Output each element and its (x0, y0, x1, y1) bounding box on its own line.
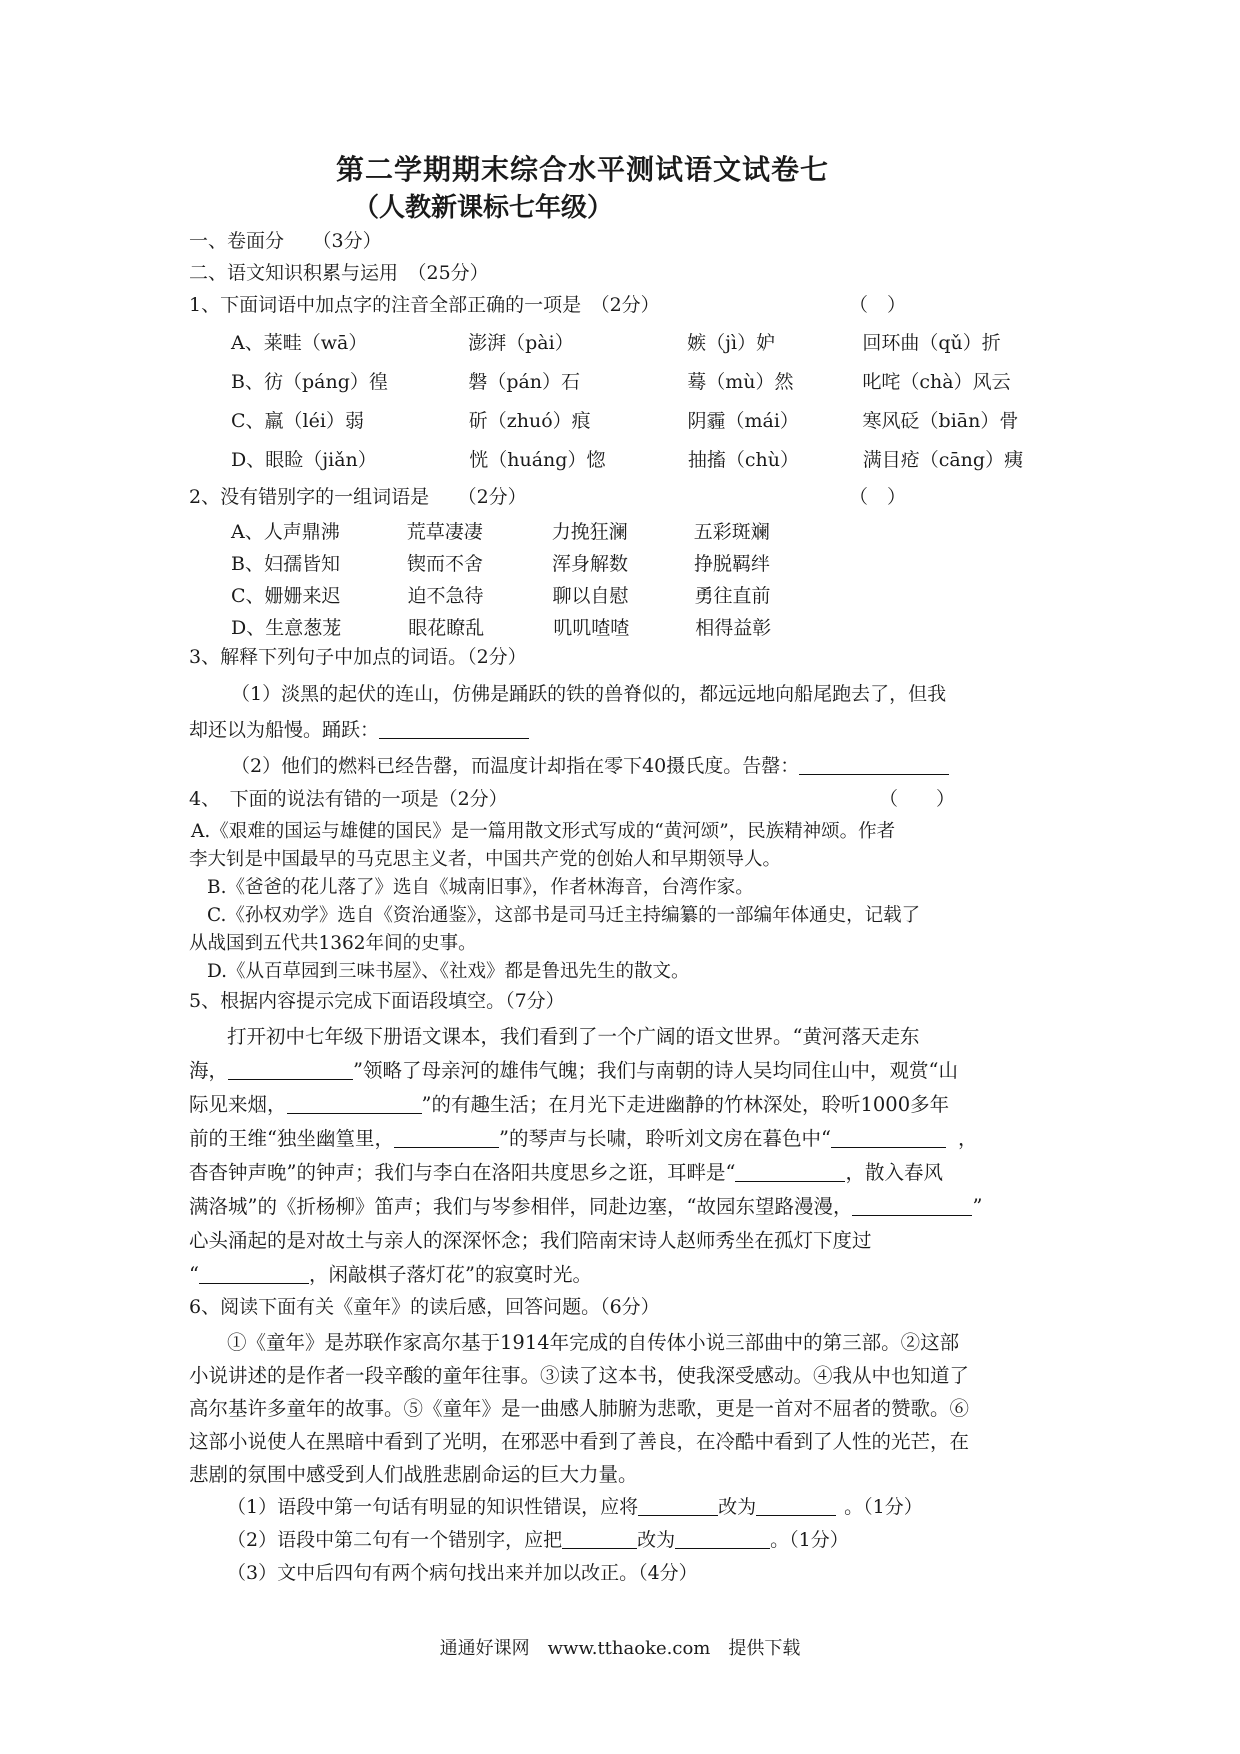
option-item: 生意葱茏 (265, 616, 342, 639)
q3-answer-blank-1[interactable] (379, 718, 529, 739)
option-item: 五彩斑斓 (693, 520, 770, 543)
option-item: 嫉（jì）妒 (687, 332, 776, 355)
q6-blank-1a[interactable] (638, 1495, 718, 1516)
q5-text: ，散入春风 (845, 1161, 943, 1184)
option-item: 彷（páng）徨 (263, 371, 388, 394)
option-label: D、 (231, 449, 266, 472)
q1-option-a[interactable] (189, 324, 1057, 363)
option-item: 锲而不舍 (406, 552, 483, 575)
q5-blank-5[interactable] (735, 1161, 845, 1182)
option-item: 回环曲（qǔ）折 (862, 332, 1001, 355)
q6-stem: 6、阅读下面有关《童年》的读后感，回答问题。（6分） (189, 1296, 660, 1318)
q1-stem (189, 292, 1057, 324)
q6-sub-2 (227, 1524, 1057, 1557)
q2-answer-paren[interactable]: （ ） (849, 486, 907, 508)
option-item: 聊以自慰 (552, 584, 629, 607)
q6-blank-2b[interactable] (675, 1528, 770, 1549)
q5-line-6 (189, 1190, 1057, 1224)
q3-item-1b (189, 712, 1057, 748)
q5-line-5 (189, 1156, 1057, 1190)
q6-blank-2a[interactable] (562, 1528, 637, 1549)
q6-passage (189, 1326, 1057, 1491)
option-item: 阴霾（mái） (687, 410, 799, 433)
q6-line-5: 悲剧的氛围中感受到人们战胜悲剧命运的巨大力量。 (189, 1463, 638, 1486)
q5-text: 际见来烟， (189, 1093, 287, 1116)
q6-line-1: ①《童年》是苏联作家高尔基于1914年完成的自传体小说三部曲中的第三部。②这部 (227, 1331, 960, 1354)
q5-blank-6[interactable] (852, 1195, 972, 1216)
option-label: A、 (231, 520, 264, 543)
q5-line-2 (189, 1054, 1057, 1088)
q4-option-d: D.《从百草园到三味书屋》、《社戏》都是鲁迅先生的散文。 (207, 961, 690, 982)
q4-options (189, 818, 1057, 986)
option-item: 挣脱羁绊 (693, 552, 770, 575)
q2-option-b[interactable] (189, 548, 1057, 580)
option-item: 斫（zhuó）痕 (468, 410, 591, 433)
q3-item-2 (189, 748, 1057, 784)
exam-subtitle: （人教新课标七年级） (353, 193, 614, 223)
option-item: 磐（pán）石 (468, 371, 581, 394)
q5-text: ” (972, 1195, 983, 1218)
q5-text: ”领略了母亲河的雄伟气魄；我们与南朝的诗人吴均同住山中，观赏“山 (353, 1059, 958, 1082)
page-footer: 通通好课网 www.tthaoke.com 提供下载 (439, 1638, 801, 1659)
q6-line-3: 高尔基许多童年的故事。⑤《童年》是一曲感人肺腑为悲歌，更是一首对不屈者的赞歌。⑥ (189, 1397, 970, 1420)
q5-text: ，闲敲棋子落灯花”的寂寞时光。 (308, 1263, 592, 1286)
option-item: 迫不急待 (407, 584, 484, 607)
option-item: 荒草凄凄 (406, 520, 483, 543)
q3-item-1b-text: 却还以为船慢。踊跃： (189, 719, 380, 741)
option-item: 妇孺皆知 (263, 552, 340, 575)
q5-stem: 5、根据内容提示完成下面语段填空。（7分） (189, 990, 565, 1012)
option-item: 相得益彰 (695, 616, 772, 639)
option-item: 勇往直前 (694, 584, 771, 607)
option-item: 人声鼎沸 (263, 520, 340, 543)
option-label: B、 (231, 552, 264, 575)
q1-option-c[interactable] (189, 402, 1057, 441)
q6-line-4: 这部小说使人在黑暗中看到了光明，在邪恶中看到了善良，在冷酷中看到了人性的光芒，在 (189, 1430, 970, 1453)
option-item: 澎湃（pài） (468, 332, 574, 355)
section-1-heading: 一、卷面分 （3分） (189, 230, 382, 252)
option-item: 蓦（mù）然 (687, 371, 794, 394)
option-item: 浑身解数 (551, 552, 628, 575)
q6-blank-1b[interactable] (756, 1495, 836, 1516)
q1-stem-text: 1、下面词语中加点字的注音全部正确的一项是 （2分） (189, 294, 660, 316)
q4-option-a-2: 李大钊是中国最早的马克思主义者，中国共产党的创始人和早期领导人。 (189, 849, 782, 870)
q5-text: 满洛城”的《折杨柳》笛声；我们与岑参相伴，同赴边塞，“故园东望路漫漫， (189, 1195, 853, 1218)
q5-passage (189, 1020, 1057, 1292)
option-item: 叽叽喳喳 (553, 616, 630, 639)
q5-text: 海， (189, 1059, 229, 1082)
q2-option-c[interactable] (189, 580, 1057, 612)
q6-line-2: 小说讲述的是作者一段辛酸的童年往事。③读了这本书，使我深受感动。④我从中也知道了 (189, 1364, 970, 1387)
option-item: 姗姗来迟 (264, 584, 341, 607)
q5-text: 前的王维“独坐幽篁里， (189, 1127, 394, 1150)
q4-stem-text: 4、 下面的说法有错的一项是（2分） (189, 788, 508, 810)
q2-option-d[interactable] (189, 612, 1057, 644)
q5-blank-4[interactable] (831, 1127, 946, 1148)
q1-options (189, 324, 1057, 480)
q4-option-a-1: A.《艰难的国运与雄健的国民》是一篇用散文形式写成的“黄河颂”，民族精神颂。作者 (191, 821, 896, 842)
q6-text: （2）语段中第二句有一个错别字，应把 (227, 1529, 563, 1551)
option-item: 寒风砭（biān）骨 (862, 410, 1019, 433)
q1-option-d[interactable] (189, 441, 1057, 480)
q2-stem (189, 484, 1057, 516)
q6-sub-3: （3）文中后四句有两个病句找出来并加以改正。（4分） (227, 1562, 698, 1584)
q2-stem-text: 2、没有错别字的一组词语是 （2分） (189, 486, 527, 508)
q4-answer-paren[interactable]: （ ） (879, 788, 956, 810)
q4-option-c-2: 从战国到五代共1362年间的史事。 (189, 933, 477, 954)
q5-line-8 (189, 1258, 1057, 1292)
q3-item-1a: （1）淡黑的起伏的连山，仿佛是踊跃的铁的兽脊似的，都远远地向船尾跑去了，但我 (231, 683, 947, 705)
q5-blank-1[interactable] (228, 1059, 353, 1080)
q6-sub-1 (227, 1491, 1057, 1524)
option-item: 抽搐（chù） (687, 449, 799, 472)
q1-option-b[interactable] (189, 363, 1057, 402)
option-label: C、 (231, 410, 265, 433)
q3-stem: 3、解释下列句子中加点的词语。（2分） (189, 646, 527, 668)
q5-line-7: 心头涌起的是对故土与亲人的深深怀念；我们陪南宋诗人赵师秀坐在孤灯下度过 (189, 1229, 872, 1252)
option-item: 力挽狂澜 (551, 520, 628, 543)
exam-title: 第二学期期末综合水平测试语文试卷七 (336, 153, 830, 186)
option-item: 羸（léi）弱 (264, 410, 364, 433)
option-item: 恍（huáng）惚 (469, 449, 606, 472)
option-item: 莱畦（wā） (263, 332, 368, 355)
q5-line-1: 打开初中七年级下册语文课本，我们看到了一个广阔的语文世界。“黄河落天走东 (227, 1025, 920, 1048)
option-label: B、 (231, 371, 264, 394)
q4-option-b: B.《爸爸的花儿落了》选自《城南旧事》，作者林海音，台湾作家。 (207, 877, 754, 898)
option-item: 眼花瞭乱 (408, 616, 485, 639)
option-item: 眼睑（jiǎn） (265, 449, 377, 472)
section-2-heading: 二、语文知识积累与运用 （25分） (189, 262, 489, 284)
q6-text: 改为 (718, 1496, 757, 1518)
option-label: C、 (231, 584, 265, 607)
q6-text: 。（1分） (770, 1529, 849, 1551)
exam-content (189, 228, 1057, 1590)
q6-text: 改为 (637, 1529, 676, 1551)
option-item: 叱咤（chà）风云 (862, 371, 1011, 394)
q6-text: （1）语段中第一句话有明显的知识性错误，应将 (227, 1496, 639, 1518)
q5-blank-7[interactable] (199, 1263, 309, 1284)
q4-option-c-1: C.《孙权劝学》选自《资治通鉴》，这部书是司马迁主持编纂的一部编年体通史，记载了 (207, 905, 921, 926)
q5-text: 杳杳钟声晚”的钟声；我们与李白在洛阳共度思乡之诳，耳畔是“ (189, 1161, 736, 1184)
q3-answer-blank-2[interactable] (799, 754, 949, 775)
q3-item-2-text: （2）他们的燃料已经告罄，而温度计却指在零下40摄氏度。告罄： (231, 755, 800, 777)
q5-text: ， (957, 1127, 978, 1150)
q5-blank-2[interactable] (287, 1093, 422, 1114)
q5-line-4 (189, 1122, 1057, 1156)
q1-answer-paren[interactable]: （ ） (849, 294, 907, 316)
q5-blank-3[interactable] (394, 1127, 499, 1148)
q4-stem (189, 786, 1057, 818)
q6-text: 。（1分） (844, 1496, 923, 1518)
q2-option-a[interactable] (189, 516, 1057, 548)
option-item: 满目疮（cāng）痍 (862, 449, 1024, 472)
q2-options (189, 516, 1057, 644)
q5-line-3 (189, 1088, 1057, 1122)
q5-text: ”的有趣生活；在月光下走进幽静的竹林深处，聆听1000多年 (421, 1093, 950, 1116)
q5-text: ”的琴声与长啸，聆听刘文房在暮色中“ (498, 1127, 831, 1150)
q5-text: “ (189, 1263, 199, 1286)
option-label: A、 (231, 332, 264, 355)
option-label: D、 (231, 616, 266, 639)
q6-subquestions (189, 1491, 1057, 1590)
